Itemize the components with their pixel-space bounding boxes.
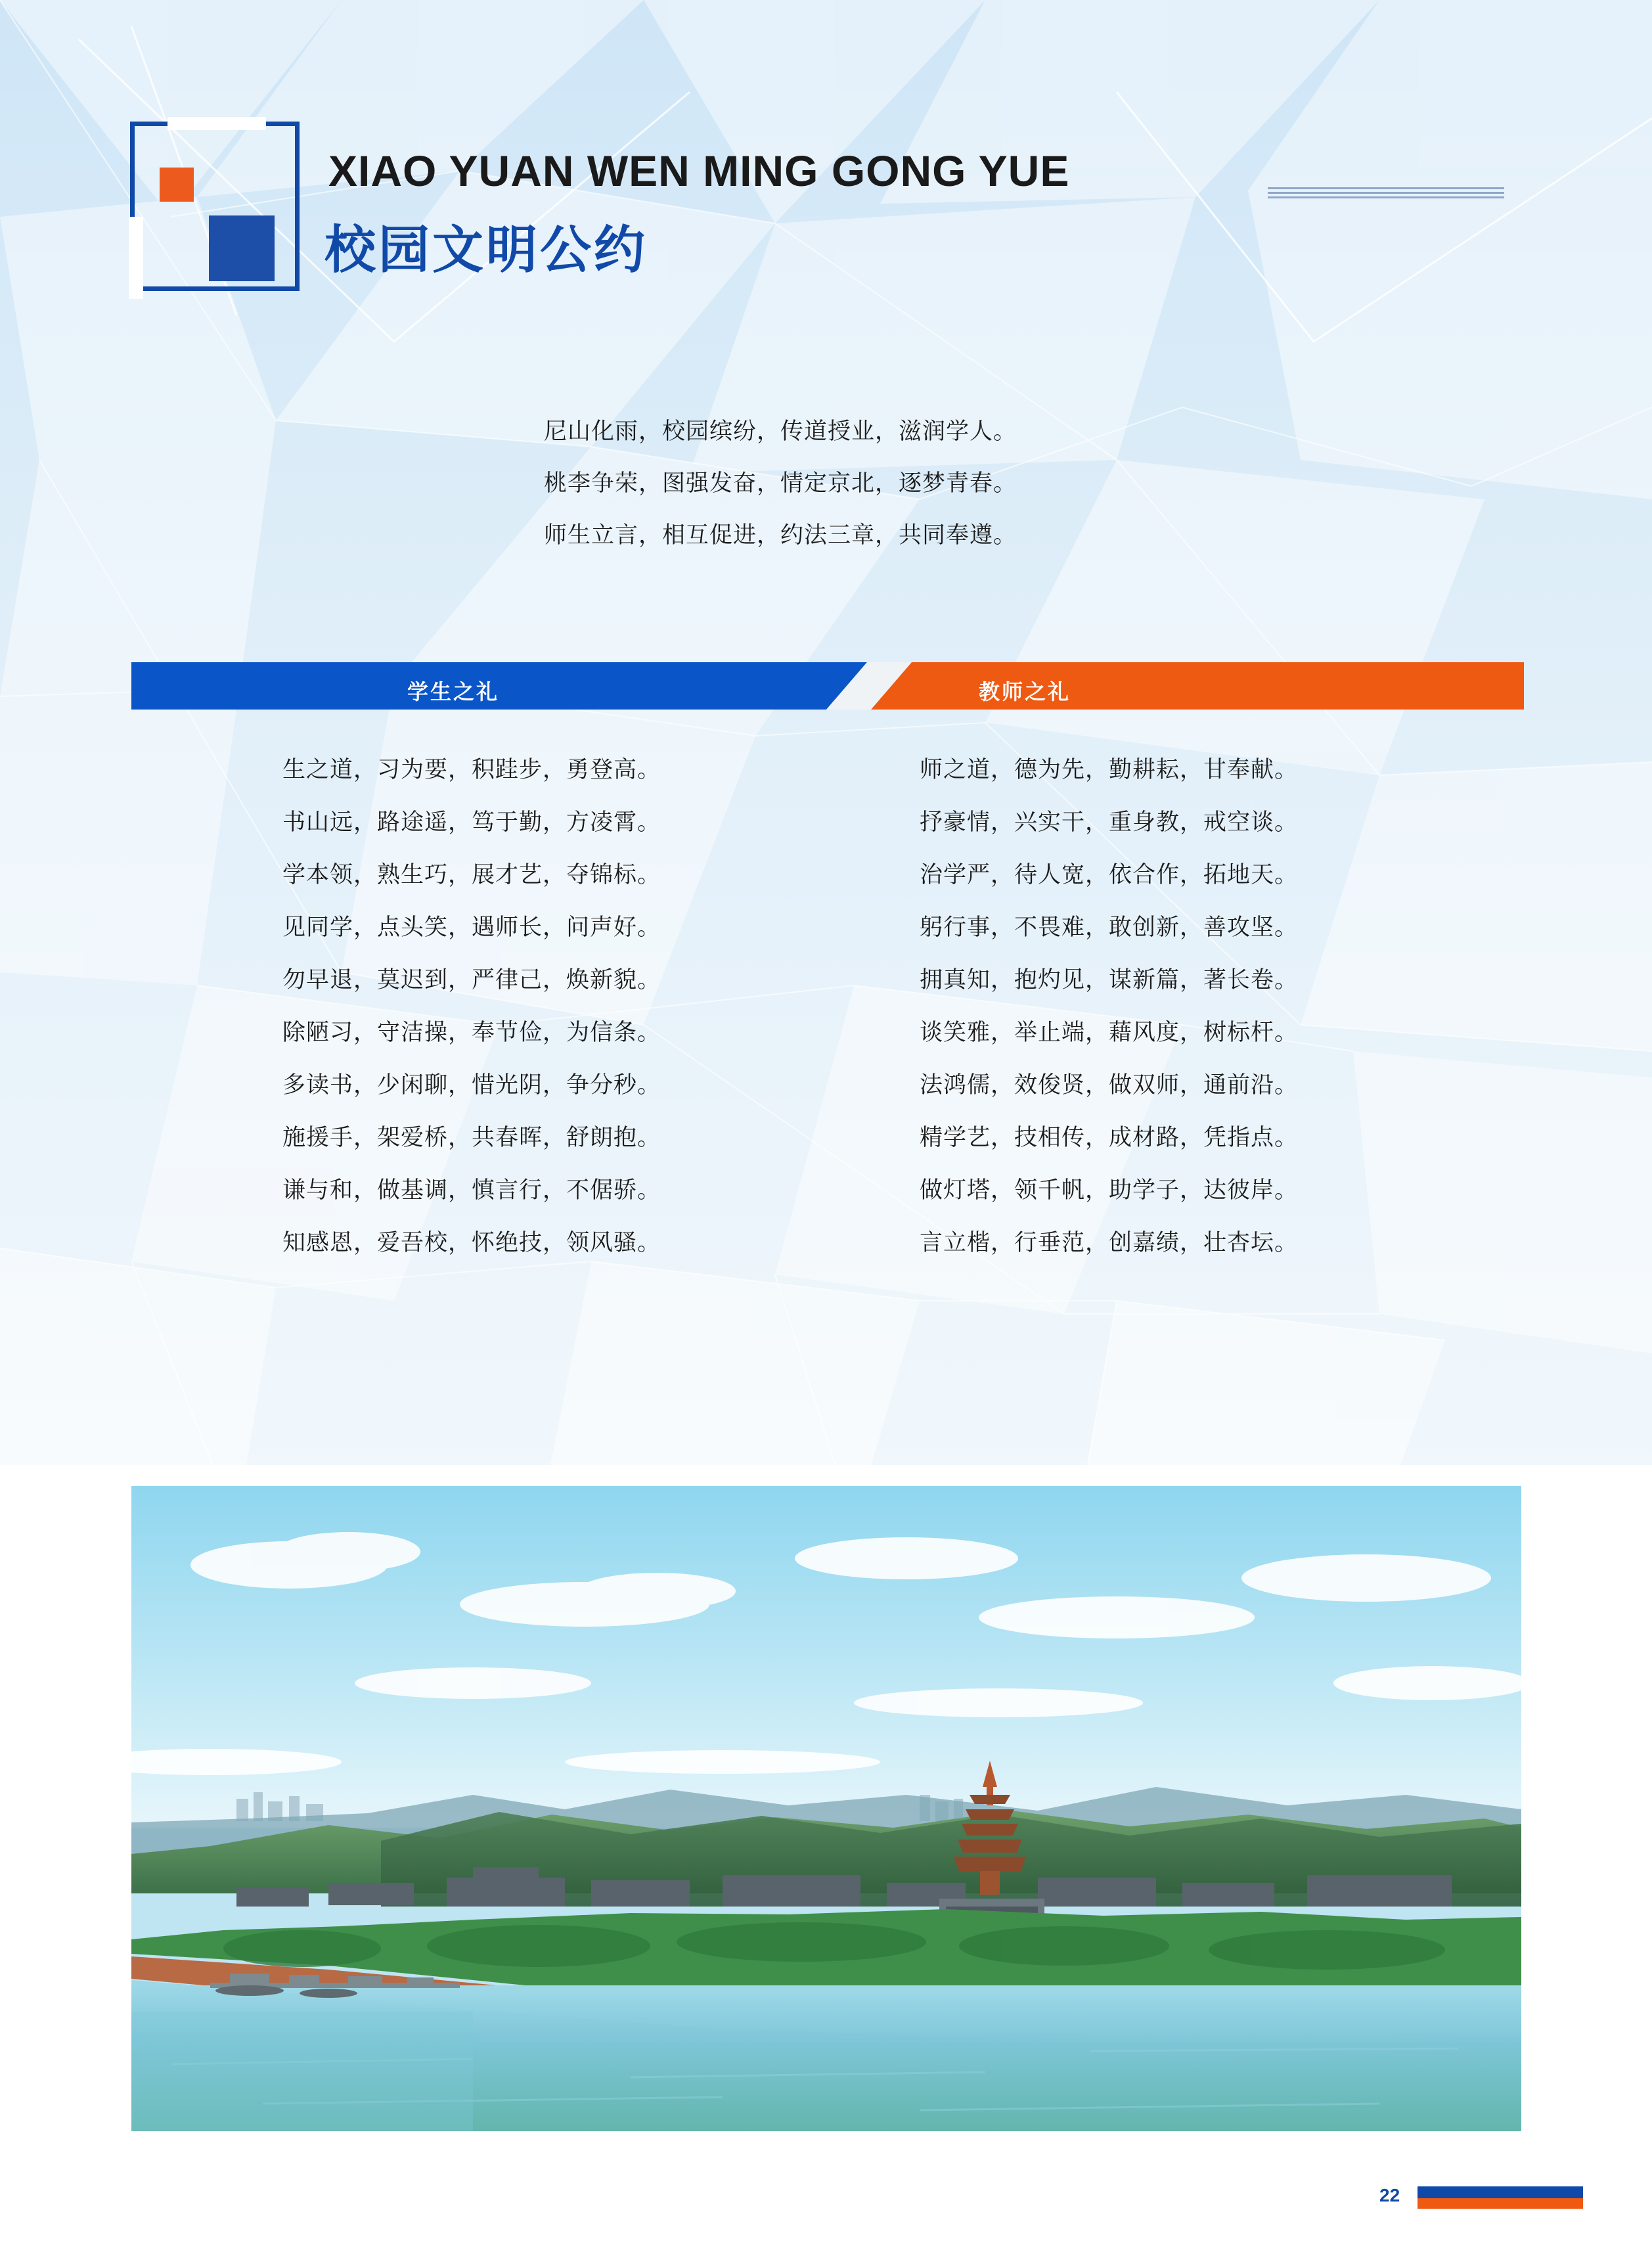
pledge-line: 精学艺，技相传，成材路，凭指点。 xyxy=(920,1125,1299,1151)
page-title-chinese: 校园文明公约 xyxy=(324,221,648,280)
pledge-line: 学本领，熟生巧，展才艺，夺锦标。 xyxy=(282,862,661,888)
pledge-line: 法鸿儒，效俊贤，做双师，通前沿。 xyxy=(920,1072,1299,1098)
pledge-line: 多读书，少闲聊，惜光阴，争分秒。 xyxy=(282,1072,661,1098)
teacher-pledge-column xyxy=(920,759,1576,1284)
banner-student-label: 学生之礼 xyxy=(407,679,500,704)
footer-bar-orange xyxy=(1418,2198,1583,2209)
logo-frame-notch-bottom xyxy=(129,217,143,299)
pledge-line: 施援手，架爱桥，共春晖，舒朗抱。 xyxy=(282,1125,661,1151)
intro-line: 桃李争荣，图强发奋，情定京北，逐梦青春。 xyxy=(544,470,1017,497)
pledge-line: 除陋习，守洁操，奉节俭，为信条。 xyxy=(282,1020,661,1046)
section-banner-bar xyxy=(131,662,1524,710)
banner-teacher-label: 教师之礼 xyxy=(979,679,1071,704)
footer-bar-blue xyxy=(1418,2186,1583,2198)
logo-square-orange-icon xyxy=(160,168,194,202)
pledge-line: 躬行事，不畏难，敢创新，善攻坚。 xyxy=(920,914,1299,941)
campus-photo-illustration xyxy=(131,1486,1521,2131)
pledge-line: 抒豪情，兴实干，重身教，戒空谈。 xyxy=(920,809,1299,836)
intro-verse-block xyxy=(544,420,1201,576)
intro-line: 师生立言，相互促进，约法三章，共同奉遵。 xyxy=(544,522,1017,549)
pledge-line: 治学严，待人宽，依合作，拓地天。 xyxy=(920,862,1299,888)
pledge-line: 见同学，点头笑，遇师长，问声好。 xyxy=(282,914,661,941)
pledge-line: 做灯塔，领千帆，助学子，达彼岸。 xyxy=(920,1177,1299,1204)
page-title-english: XIAO YUAN WEN MING GONG YUE xyxy=(328,147,1070,195)
pledge-line: 拥真知，抱灼见，谋新篇，著长卷。 xyxy=(920,967,1299,993)
pledge-line: 书山远，路途遥，笃于勤，方凌霄。 xyxy=(282,809,661,836)
campus-photo xyxy=(131,1486,1521,2131)
page-header xyxy=(0,0,1652,342)
page-number: 22 xyxy=(1379,2185,1400,2205)
pledge-line: 生之道，习为要，积跬步，勇登高。 xyxy=(282,757,661,783)
logo-frame-notch-top xyxy=(167,117,266,130)
banner-teacher-background xyxy=(871,662,1524,710)
student-pledge-column xyxy=(282,759,939,1284)
title-decoration-lines xyxy=(1268,187,1504,196)
pledge-line: 勿早退，莫迟到，严律己，焕新貌。 xyxy=(282,967,661,993)
pledge-line: 谦与和，做基调，慎言行，不倨骄。 xyxy=(282,1177,661,1204)
pledge-line: 言立楷，行垂范，创嘉绩，壮杏坛。 xyxy=(920,1230,1299,1256)
page-footer xyxy=(1379,2185,1583,2211)
intro-line: 尼山化雨，校园缤纷，传道授业，滋润学人。 xyxy=(544,418,1017,445)
pledge-line: 师之道，德为先，勤耕耘，甘奉献。 xyxy=(920,757,1299,783)
logo-square-blue-icon xyxy=(209,215,275,281)
pledge-line: 谈笑雅，举止端，藉风度，树标杆。 xyxy=(920,1020,1299,1046)
pledge-line: 知感恩，爱吾校，怀绝技，领风骚。 xyxy=(282,1230,661,1256)
